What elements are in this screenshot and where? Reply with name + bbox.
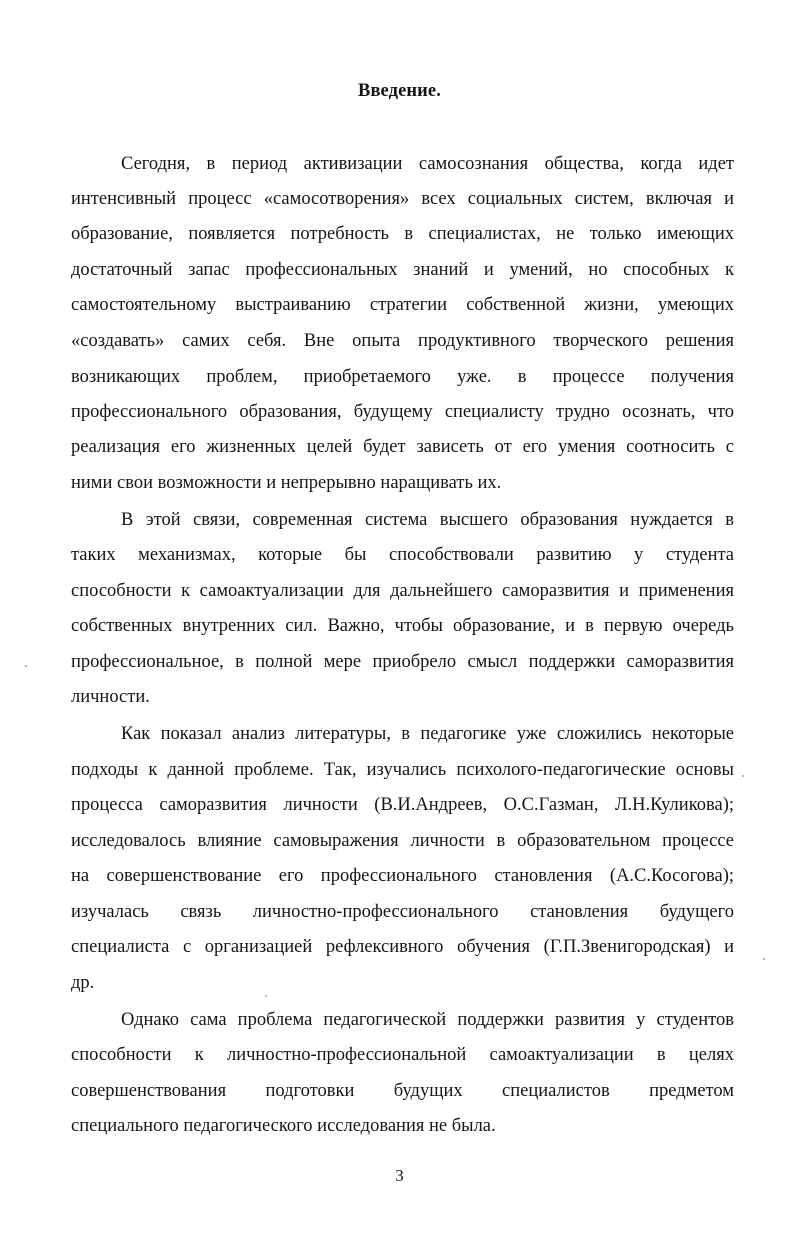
paragraph-line: др.	[71, 973, 95, 993]
paragraph-line: на совершенствование его профессионального становления (А.С.Косогова);	[71, 866, 734, 886]
paragraph-line: самостоятельному выстраиванию стратегии собственной жизни, умеющих	[71, 295, 734, 315]
paragraph-line: В этой связи, современная система высшего образования нуждается в	[121, 510, 734, 530]
paragraph-line: изучалась связь личностно-профессионального становления будущего	[71, 902, 734, 922]
paragraph-line: специального педагогического исследования не была.	[71, 1116, 496, 1136]
paragraph-line: Как показал анализ литературы, в педагогике уже сложились некоторые	[121, 724, 734, 744]
paragraph-line: ними свои возможности и непрерывно наращивать их.	[71, 473, 502, 493]
paragraph-line: Однако сама проблема педагогической поддержки развития у студентов	[121, 1010, 734, 1030]
paragraph-line: совершенствования подготовки будущих специалистов предметом	[71, 1081, 734, 1101]
paragraph-line: способности к личностно-профессиональной самоактуализации в целях	[71, 1045, 734, 1065]
page-number: 3	[395, 1166, 404, 1185]
paragraph-line: профессионального образования, будущему специалисту трудно осознать, что	[71, 402, 734, 422]
scan-speck	[265, 995, 267, 997]
paragraph-line: интенсивный процесс «самосотворения» всех социальных систем, включая и	[71, 189, 734, 209]
paragraph-line: личности.	[71, 687, 150, 707]
paragraph-line: подходы к данной проблеме. Так, изучались психолого-педагогические основы	[71, 760, 734, 780]
paragraph-line: процесса саморазвития личности (В.И.Андреев, О.С.Газман, Л.Н.Куликова);	[71, 795, 734, 815]
scan-speck	[25, 665, 27, 667]
paragraph-line: профессиональное, в полной мере приобрело смысл поддержки саморазвития	[71, 652, 734, 672]
paragraph-line: Сегодня, в период активизации самосознания общества, когда идет	[121, 154, 734, 174]
paragraph-line: способности к самоактуализации для дальнейшего саморазвития и применения	[71, 581, 734, 601]
scan-speck	[763, 958, 765, 960]
paragraph-line: таких механизмах, которые бы способствовали развитию у студента	[71, 545, 734, 565]
paragraph-line: исследовалось влияние самовыражения личности в образовательном процессе	[71, 831, 734, 851]
paragraph-line: собственных внутренних сил. Важно, чтобы образование, и в первую очередь	[71, 616, 734, 636]
page-title: Введение.	[358, 81, 441, 101]
paragraph-line: образование, появляется потребность в специалистах, не только имеющих	[71, 224, 734, 244]
paragraph-line: «создавать» самих себя. Вне опыта продуктивного творческого решения	[71, 331, 734, 351]
paragraph-line: возникающих проблем, приобретаемого уже. в процессе получения	[71, 367, 734, 387]
paragraph-line: реализация его жизненных целей будет зависеть от его умения соотносить с	[71, 437, 734, 457]
paragraph-line: достаточный запас профессиональных знаний и умений, но способных к	[71, 260, 734, 280]
paragraph-line: специалиста с организацией рефлексивного обучения (Г.П.Звенигородская) и	[71, 937, 734, 957]
scan-speck	[742, 775, 744, 777]
